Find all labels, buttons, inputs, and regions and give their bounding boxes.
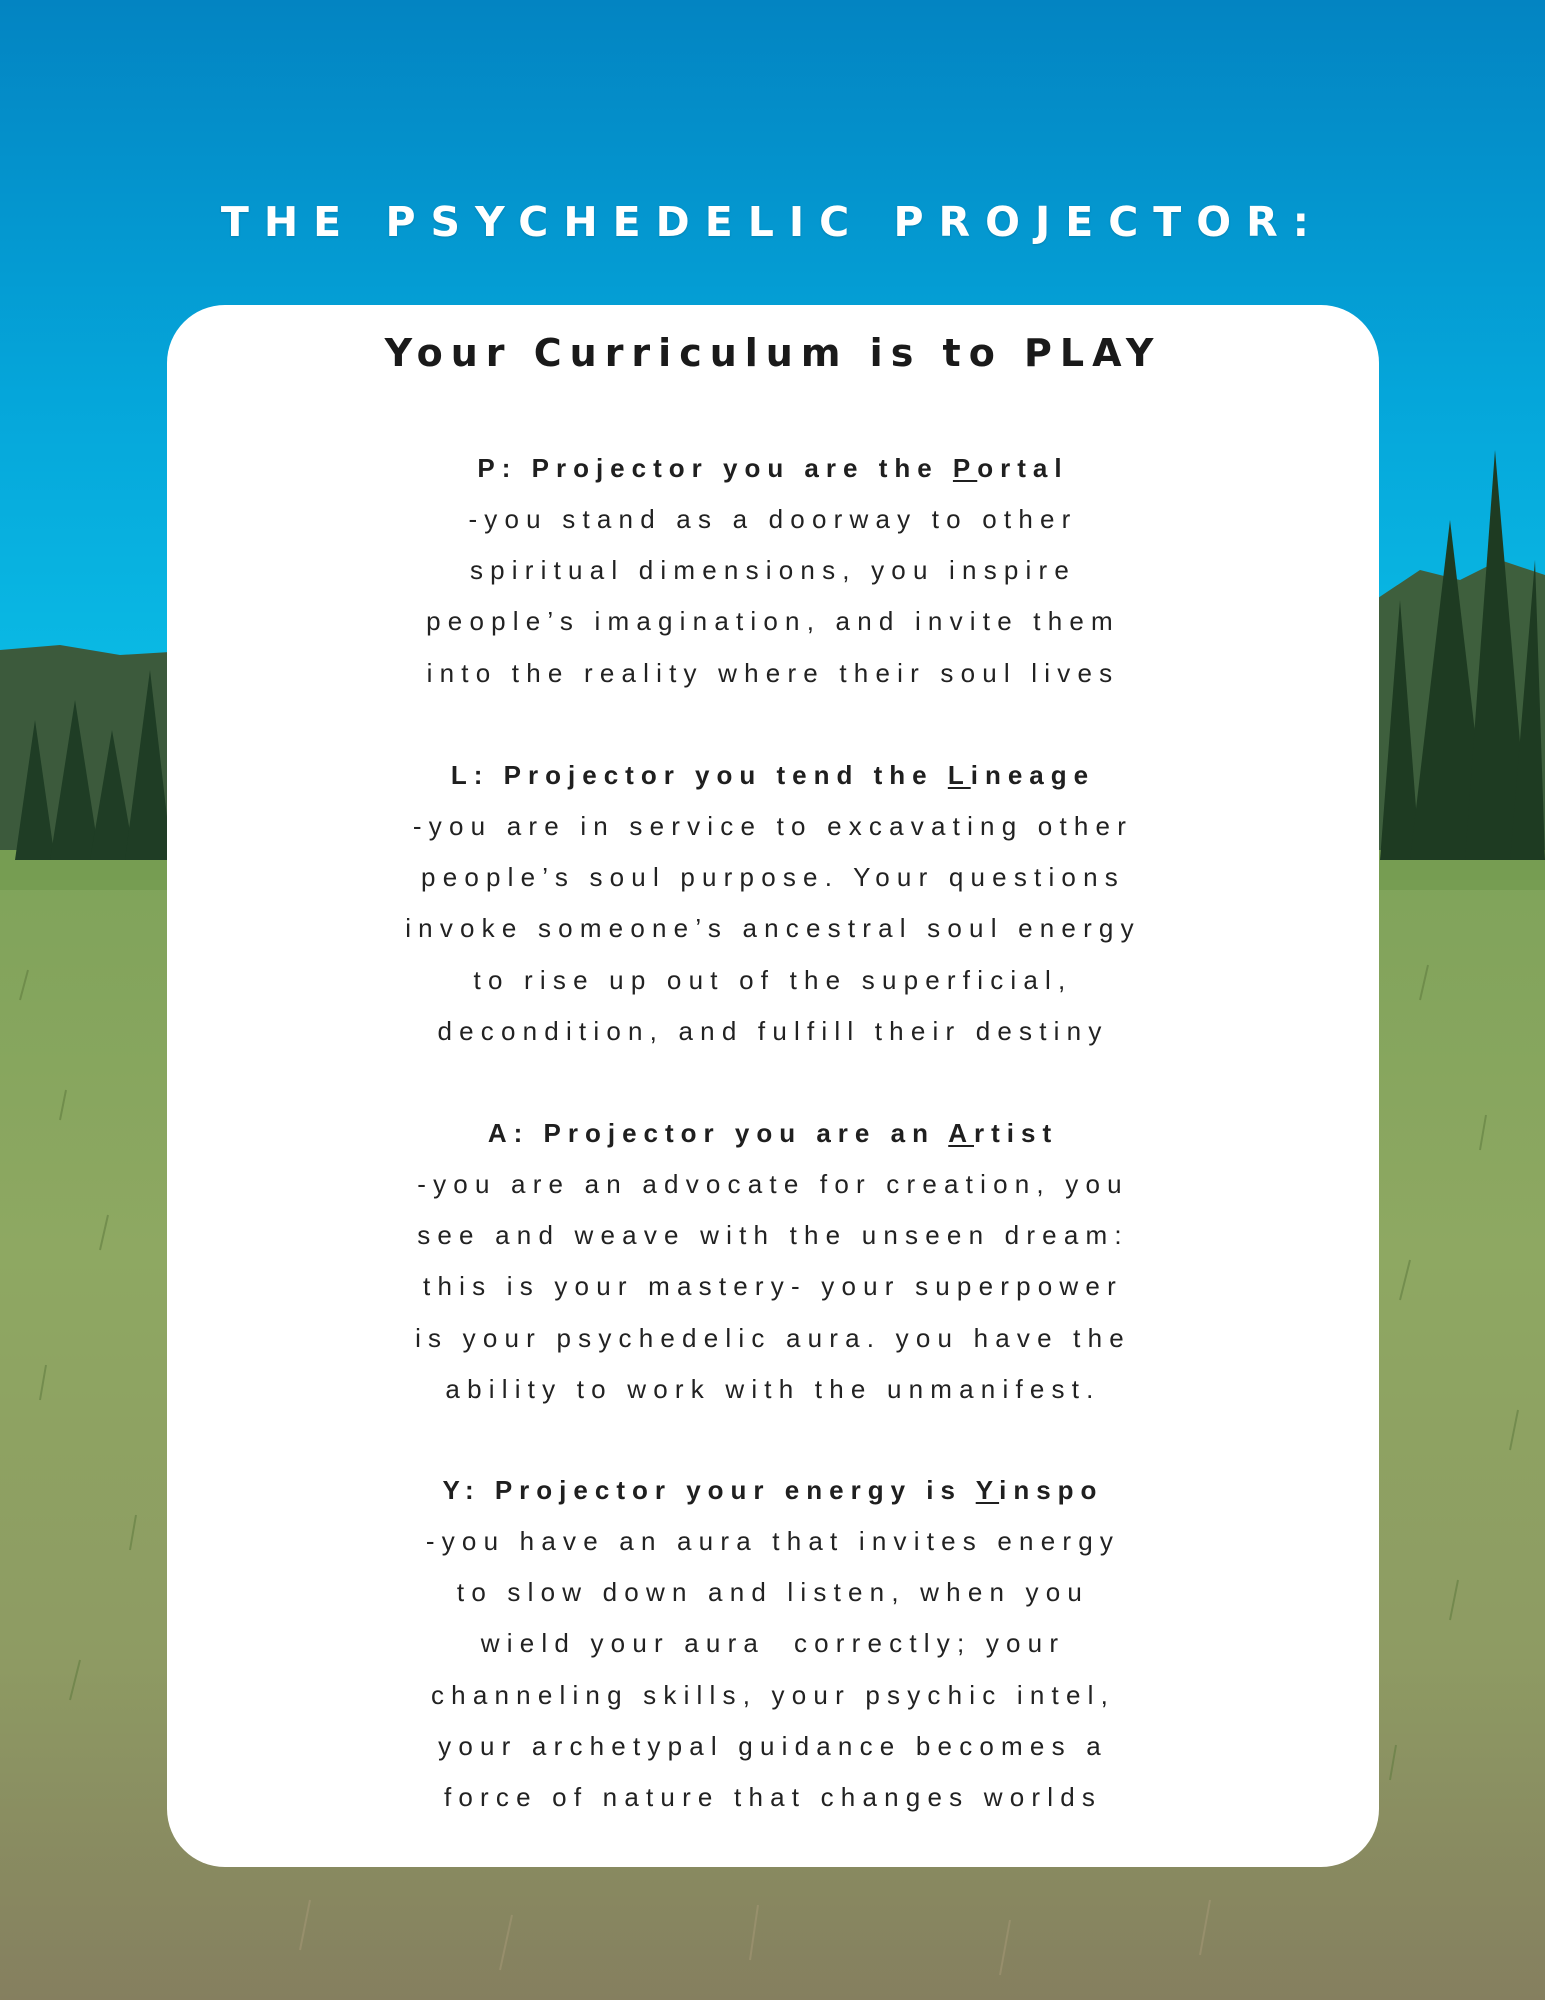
section-line: to slow down and listen, when you: [456, 1577, 1090, 1608]
section-line: -you are in service to excavating other: [412, 811, 1134, 841]
section-portal: [167, 443, 1379, 699]
section-title: P: Projector you are the Portal: [477, 453, 1069, 483]
section-line: invoke someone’s ancestral soul energy: [405, 913, 1141, 944]
section-line: -you have an aura that invites energy: [425, 1526, 1121, 1556]
curriculum-card: [167, 305, 1379, 1867]
section-line: -you stand as a doorway to other: [468, 504, 1078, 534]
section-key-letter: A: [948, 1118, 974, 1148]
section-line: channeling skills, your psychic intel,: [430, 1679, 1115, 1710]
section-line: people’s soul purpose. Your questions: [421, 862, 1125, 893]
page-title: THE PSYCHEDELIC PROJECTOR:: [220, 198, 1325, 246]
section-line: to rise up out of the superficial,: [473, 964, 1073, 995]
section-title: Y: Projector your energy is Yinspo: [442, 1475, 1104, 1505]
section-line: your archetypal guidance becomes a: [438, 1730, 1108, 1761]
section-line: this is your mastery- your superpower: [423, 1271, 1123, 1302]
section-line: spiritual dimensions, you inspire: [469, 555, 1077, 586]
section-yinspo: [167, 1465, 1379, 1823]
section-line: decondition, and fulfill their destiny: [437, 1015, 1109, 1046]
section-line: force of nature that changes worlds: [443, 1781, 1103, 1812]
section-line: wield your aura correctly; your: [480, 1628, 1066, 1659]
section-line: is your psychedelic aura. you have the: [415, 1322, 1131, 1353]
section-title: L: Projector you tend the Lineage: [450, 760, 1096, 790]
section-key-letter: Y: [975, 1475, 1000, 1505]
section-lineage: [167, 750, 1379, 1057]
section-line: see and weave with the unseen dream:: [417, 1220, 1129, 1251]
section-artist: [167, 1108, 1379, 1415]
section-line: into the reality where their soul lives: [426, 657, 1120, 688]
card-heading: Your Curriculum is to PLAY: [384, 331, 1162, 375]
section-line: -you are an advocate for creation, you: [417, 1169, 1129, 1199]
section-key-letter: L: [947, 760, 971, 790]
section-line: ability to work with the unmanifest.: [445, 1373, 1101, 1404]
section-line: people’s imagination, and invite them: [426, 606, 1120, 637]
section-key-letter: P: [952, 453, 978, 483]
section-title: A: Projector you are an Artist: [487, 1118, 1059, 1148]
